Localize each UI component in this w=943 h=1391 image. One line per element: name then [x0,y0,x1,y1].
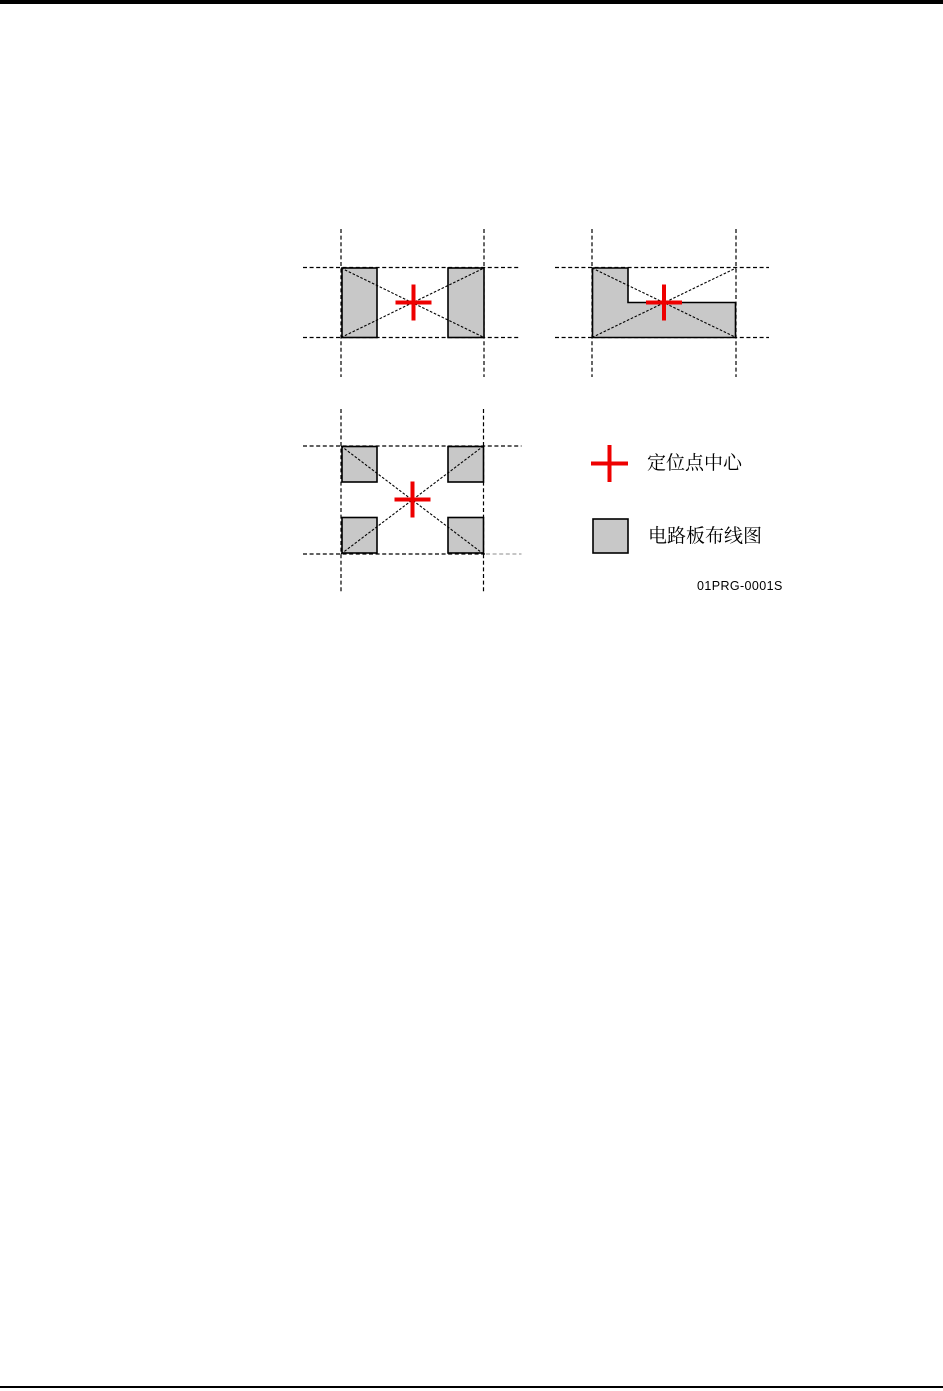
figure-id-caption: 01PRG-0001S [697,579,783,593]
legend-item-board-layout [592,518,762,554]
diagram-side-bars [303,229,520,377]
diagram-l-shape [555,229,769,377]
gray-square-icon [592,518,629,554]
fiducial-cross-icon [395,482,431,518]
legend-item-fiducial-center [591,445,742,482]
legend-label-board-layout: 电路板布线图 [648,524,763,547]
fiducial-cross-icon [396,285,432,321]
diagram-corner-squares [303,409,522,592]
legend-label-fiducial-center: 定位点中心 [647,452,743,474]
page-bottom-rule [0,1386,943,1388]
red-crosshair-icon [591,445,628,482]
